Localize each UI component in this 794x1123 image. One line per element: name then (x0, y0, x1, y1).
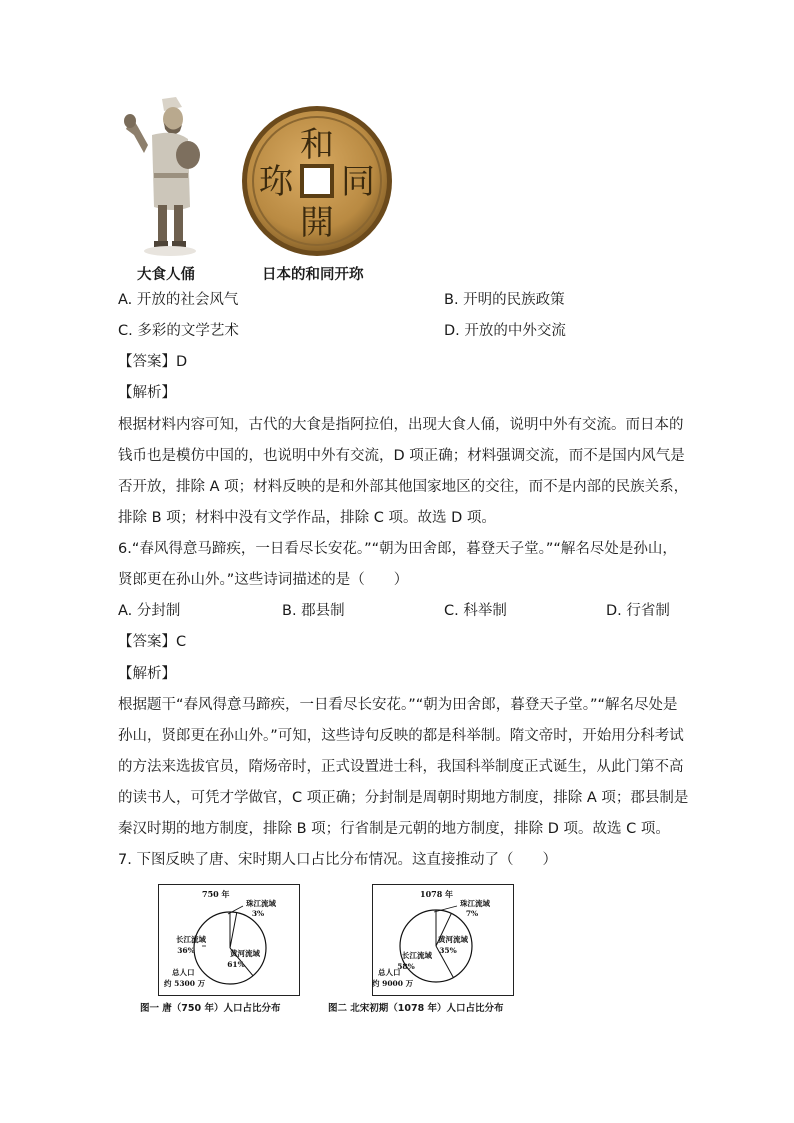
pie-note-line: 约 9000 万 (372, 979, 414, 988)
pie-value-label: 61% (227, 960, 245, 969)
q5-analysis-label: 【解析】 (118, 385, 176, 401)
coin-char-top: 和 (300, 125, 334, 165)
pie-value-label: 3% (251, 909, 265, 918)
q5-analysis-line: 否开放，排除 A 项；材料反映的是和外部其他国家地区的交往，而不是内部的民族关系， (118, 479, 689, 495)
q6-answer: 【答案】C (118, 634, 187, 650)
q5-analysis-line: 钱币也是模仿中国的，也说明中外有交流，D 项正确；材料强调交流，而不是国内风气是 (118, 448, 685, 464)
coin-image (240, 104, 394, 258)
q6-analysis-line: 根据题干“春风得意马蹄疾，一日看尽长安花。”“朝为田舍郎，暮登天子堂。”“解名尽处是 (118, 697, 678, 713)
pie-title-750: 750 年 (202, 889, 230, 899)
pie-category-label: 珠江流域 (246, 899, 276, 908)
pie-category-label: 黄河流域 (230, 949, 260, 958)
pie-note-line: 总人口 (378, 968, 401, 977)
coin-char-left: 珎 (259, 162, 293, 202)
pie-category-label: 长江流域 (176, 935, 206, 944)
q6-option-c: C. 科举制 (444, 603, 507, 619)
figurine-caption: 大食人俑 (137, 267, 195, 283)
pie-value-label: 7% (465, 909, 479, 918)
figurine-image (118, 95, 203, 260)
q5-option-a: A. 开放的社会风气 (118, 292, 239, 308)
pie-note-line: 约 5300 万 (164, 979, 206, 988)
q6-analysis-line: 的读书人，可凭才学做官，C 项正确；分封制是周朝时期地方制度，排除 A 项；郡县制是 (118, 790, 689, 806)
q6-analysis-line: 秦汉时期的地方制度，排除 B 项；行省制是元朝的地方制度，排除 D 项。故选 C 项。 (118, 821, 670, 837)
q5-option-b: B. 开明的民族政策 (444, 292, 565, 308)
q5-analysis-line: 根据材料内容可知，古代的大食是指阿拉伯，出现大食人俑，说明中外有交流。而日本的 (118, 417, 684, 433)
q6-option-b: B. 郡县制 (282, 603, 345, 619)
q5-answer: 【答案】D (118, 354, 188, 370)
q6-analysis-line: 孙山，贤郎更在孙山外。”可知，这些诗句反映的都是科举制。隋文帝时，开始用分科考试 (118, 728, 684, 744)
q6-stem-line: 贤郎更在孙山外。”这些诗词描述的是（ ） (118, 572, 409, 588)
pie-chart-1078 (372, 884, 514, 996)
pie-value-label: 35% (439, 946, 457, 955)
q6-stem-line: 6.“春风得意马蹄疾，一日看尽长安花。”“朝为田舍郎，暮登天子堂。”“解名尽处是孙山， (118, 541, 677, 557)
q6-analysis-line: 的方法来选拔官员，隋炀帝时，正式设置进士科，我国科举制度正式诞生，从此门第不高 (118, 759, 684, 775)
pie-title-1078: 1078 年 (420, 889, 454, 899)
q5-option-d: D. 开放的中外交流 (444, 323, 566, 339)
pie-category-label: 黄河流域 (438, 935, 468, 944)
coin-char-right: 同 (341, 162, 375, 202)
coin-char-bottom: 開 (300, 203, 334, 243)
q7-stem: 7. 下图反映了唐、宋时期人口占比分布情况。这直接推动了（ ） (118, 852, 557, 868)
pie-chart-750 (158, 884, 300, 996)
pie-value-label: 58% (397, 962, 415, 971)
pie-category-label: 珠江流域 (460, 899, 490, 908)
pie-note-line: 总人口 (172, 968, 195, 977)
q6-analysis-label: 【解析】 (118, 666, 176, 682)
pie-category-label: 长江流域 (402, 951, 432, 960)
coin-caption: 日本的和同开珎 (262, 267, 364, 283)
chart-caption-1078: 图二 北宋初期（1078 年）人口占比分布 (328, 1003, 504, 1014)
pie-value-label: 36% (177, 946, 195, 955)
q6-option-a: A. 分封制 (118, 603, 181, 619)
q5-option-c: C. 多彩的文学艺术 (118, 323, 239, 339)
q5-analysis-line: 排除 B 项；材料中没有文学作品，排除 C 项。故选 D 项。 (118, 510, 496, 526)
chart-caption-750: 图一 唐（750 年）人口占比分布 (140, 1003, 281, 1014)
q6-option-d: D. 行省制 (606, 603, 670, 619)
